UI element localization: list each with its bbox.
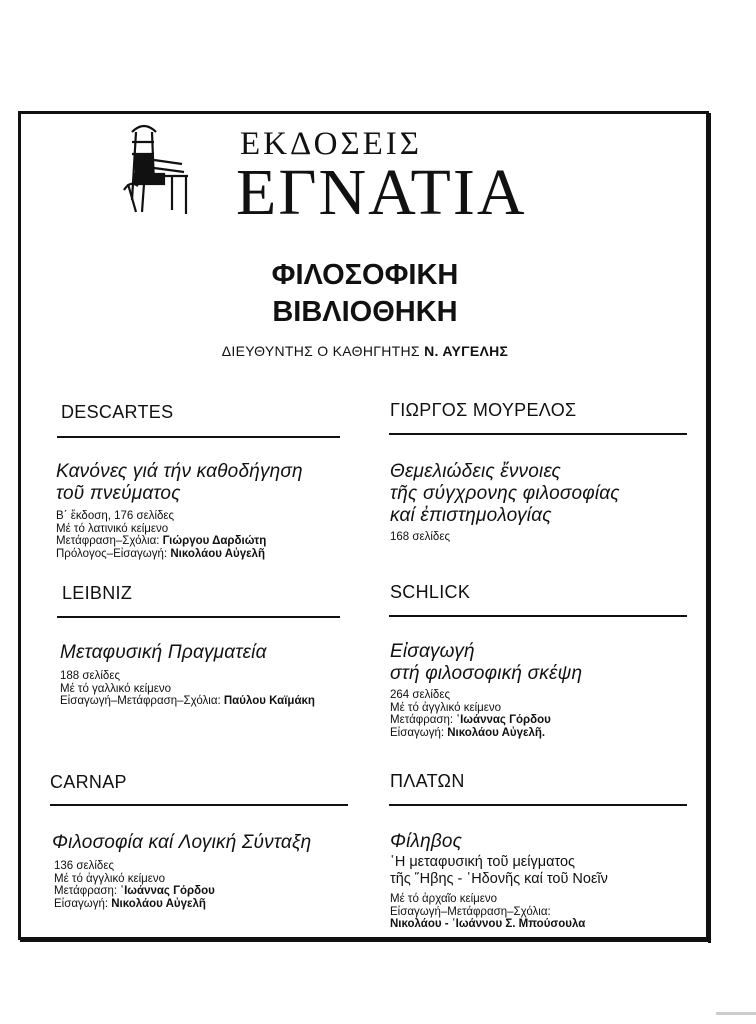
book-author: DESCARTES (61, 402, 174, 422)
publisher-label: ΕΚΔΟΣΕΙΣ (240, 126, 423, 162)
series-title-line1: ΦΙΛΟΣΟΦΙΚΗ (271, 259, 459, 291)
detail-line: Πρόλογος–Εἰσαγωγή: Νικολάου Αὐγελῆ (56, 547, 265, 560)
border-shadow-bottom (20, 939, 711, 942)
director-name: Ν. ΑΥΓΕΛΗΣ (424, 343, 509, 359)
detail-line: 168 σελίδες (390, 531, 450, 543)
series-title (0, 257, 730, 331)
detail-line: Εἰσαγωγή: Νικολάου Αὐγελῆ. (390, 726, 546, 739)
book-details (390, 531, 450, 544)
title-line: στή φιλοσοφική σκέψη (390, 663, 583, 684)
publisher-name: ΕΓΝΑΤΙΑ (236, 156, 527, 229)
title-line: καί ἐπιστημολογίας (390, 505, 552, 526)
detail-line: Μέ τό γαλλικό κείμενο (60, 682, 172, 695)
book-author: CARNAP (50, 772, 127, 792)
book-title (390, 461, 620, 527)
title-line: Κανόνες γιά τήν καθοδήγηση (56, 461, 303, 482)
divider (389, 804, 687, 806)
book-title (390, 641, 582, 685)
book-title (52, 832, 311, 854)
title-line: Φίληβος (390, 831, 463, 852)
subtitle-line: ῾Η μεταφυσική τοῦ μείγματος (390, 854, 576, 870)
detail-line: 188 σελίδες (60, 670, 120, 682)
detail-line: Εἰσαγωγή–Μετάφραση–Σχόλια: Παύλου Καϊμάκη (60, 695, 315, 707)
divider (57, 616, 340, 618)
book-author: SCHLICK (390, 582, 471, 602)
detail-line: Εἰσαγωγή–Μετάφραση–Σχόλια: (390, 905, 551, 918)
book-details (54, 860, 215, 910)
book-subtitle (390, 854, 608, 888)
detail-line: 264 σελίδες (390, 689, 450, 701)
border-shadow-right (708, 113, 711, 943)
scan-artifact (716, 1012, 756, 1015)
book-details (390, 893, 585, 931)
book-details (390, 689, 551, 739)
title-line: Φιλοσοφία καί Λογική Σύνταξη (52, 832, 312, 853)
title-line: τῆς σύγχρονης φιλοσοφίας (390, 483, 620, 504)
subtitle-line: τῆς ῞Ηβης - ῾Ηδονῆς καί τοῦ Νοεῖν (390, 871, 608, 887)
director-prefix: ΔΙΕΥΘΥΝΤΗΣ Ο ΚΑΘΗΓΗΤΗΣ (221, 343, 420, 359)
detail-line: Μέ τό ἀρχαῖο κείμενο (390, 893, 498, 905)
book-details (56, 510, 266, 560)
detail-line: 136 σελίδες (54, 860, 114, 872)
series-title-line2: ΒΙΒΛΙΟΘΗΚΗ (272, 296, 458, 328)
divider (50, 804, 348, 806)
book-title (390, 831, 462, 853)
detail-line: Νικολάου - ῾Ιωάννου Σ. Μπούσουλα (390, 918, 586, 930)
director-line (0, 343, 730, 359)
detail-line: Μέ τό ἀγγλικό κείμενο (390, 701, 502, 714)
divider (57, 436, 340, 438)
title-line: Εἰσαγωγή (390, 641, 475, 662)
book-title (60, 642, 267, 664)
book-author: ΠΛΑΤΩΝ (390, 771, 465, 791)
detail-line: Μέ τό ἀγγλικό κείμενο (54, 872, 166, 885)
divider (389, 615, 687, 617)
title-line: τοῦ πνεύματος (56, 483, 181, 504)
book-author: ΓΙΩΡΓΟΣ ΜΟΥΡΕΛΟΣ (390, 400, 577, 420)
detail-line: Μετάφραση–Σχόλια: Γιώργου Δαρδιώτη (56, 535, 267, 547)
printing-press-icon (122, 120, 192, 218)
book-author: LEIBNIZ (62, 583, 133, 603)
book-title (56, 461, 303, 505)
title-line: Θεμελιώδεις ἔννοιες (390, 461, 561, 482)
divider (389, 433, 687, 435)
book-details (60, 670, 315, 708)
detail-line: Μέ τό λατινικό κείμενο (56, 522, 169, 535)
detail-line: Εἰσαγωγή: Νικολάου Αὐγελῆ (54, 897, 206, 910)
detail-line: Μετάφραση: ῾Ιωάννας Γόρδου (54, 885, 215, 897)
detail-line: Β΄ ἔκδοση, 176 σελίδες (56, 510, 175, 522)
detail-line: Μετάφραση: ῾Ιωάννας Γόρδου (390, 714, 551, 726)
title-line: Μεταφυσική Πραγματεία (60, 642, 267, 663)
